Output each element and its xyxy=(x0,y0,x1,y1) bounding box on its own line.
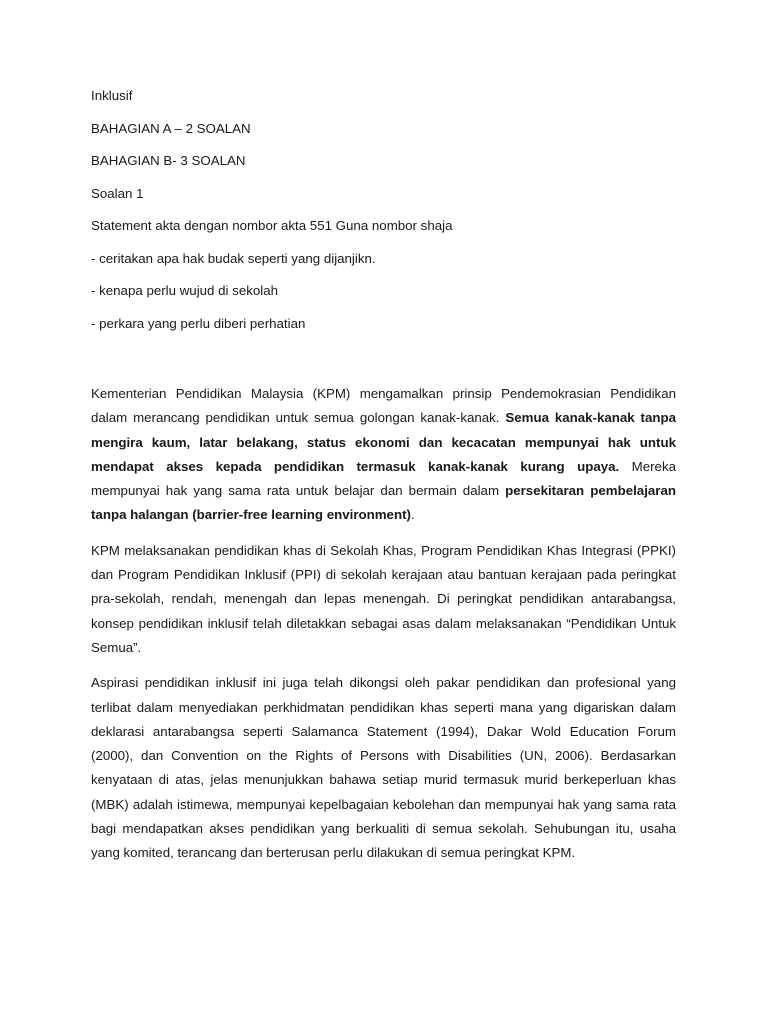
bullet-item: - kenapa perlu wujud di sekolah xyxy=(91,283,279,298)
paragraph-special-education: KPM melaksanakan pendidikan khas di Sekolah Khas, Program Pendidikan Khas Integrasi (PPKI) dan Program Pendidikan Inklusif (PPI) di sekolah kerajaan atau bantuan kerajaan pada peringkat pra-sekolah, rendah, menengah dan lepas menengah. Di peringkat pendidikan antarabangsa, konsep pendidikan inklusif telah diletakkan sebagai asas dalam melaksanakan “Pendidikan Untuk Semua”. xyxy=(91,542,676,655)
paragraph-text: Mereka mempunyai hak yang sama rata untuk belajar dan bermain dalam xyxy=(91,458,676,499)
paragraph-inclusive-aspiration: Aspirasi pendidikan inklusif ini juga telah dikongsi oleh pakar pendidikan dan profesional yang terlibat dalam menyediakan perkhidmatan pendidikan khas seperti mana yang digariskan dalam deklarasi antarabangsa seperti Salamanca Statement (1994), Dakar Wold Education Forum (2000), dan Convention on the Rights of Persons with Disabilities (UN, 2006). Berdasarkan kenyataan di atas, jelas menunjukkan bahawa setiap murid termasuk murid berkeperluan khas (MBK) adalah istimewa, mempunyai kepelbagaian kebolehan dan mempunyai hak yang sama rata bagi mendapatkan akses pendidikan yang berkualiti di semua sekolah. Sehubungan itu, usaha yang komited, terancang dan berterusan perlu dilakukan di semua peringkat KPM. xyxy=(91,675,676,861)
paragraph-bold-text: Semua kanak-kanak tanpa mengira kaum, latar belakang, status ekonomi dan kecacatan mempunyai hak untuk mendapat akses kepada pendidikan termasuk kanak-kanak kurang upaya. xyxy=(91,410,676,474)
bullet-item: - ceritakan apa hak budak seperti yang dijanjikn. xyxy=(91,250,376,266)
paragraph-kpm-principle xyxy=(91,382,676,528)
paragraph-text: . xyxy=(410,507,415,523)
question-statement: Statement akta dengan nombor akta 551 Guna nombor shaja xyxy=(91,218,453,233)
blank-space xyxy=(91,347,676,382)
section-a-heading: BAHAGIAN A – 2 SOALAN xyxy=(91,120,251,136)
question-heading: Soalan 1 xyxy=(91,185,144,201)
bullet-item: - perkara yang perlu diberi perhatian xyxy=(91,315,306,331)
document-title: Inklusif xyxy=(91,88,133,103)
section-b-heading: BAHAGIAN B- 3 SOALAN xyxy=(91,153,246,168)
paragraph-text: Kementerian Pendidikan Malaysia (KPM) mengamalkan prinsip Pendemokrasian Pendidikan dalam merancang pendidikan untuk semua golongan kanak-kanak. xyxy=(91,386,676,426)
paragraph-bold-text: persekitaran pembelajaran tanpa halangan (barrier-free learning environment) xyxy=(91,483,676,523)
